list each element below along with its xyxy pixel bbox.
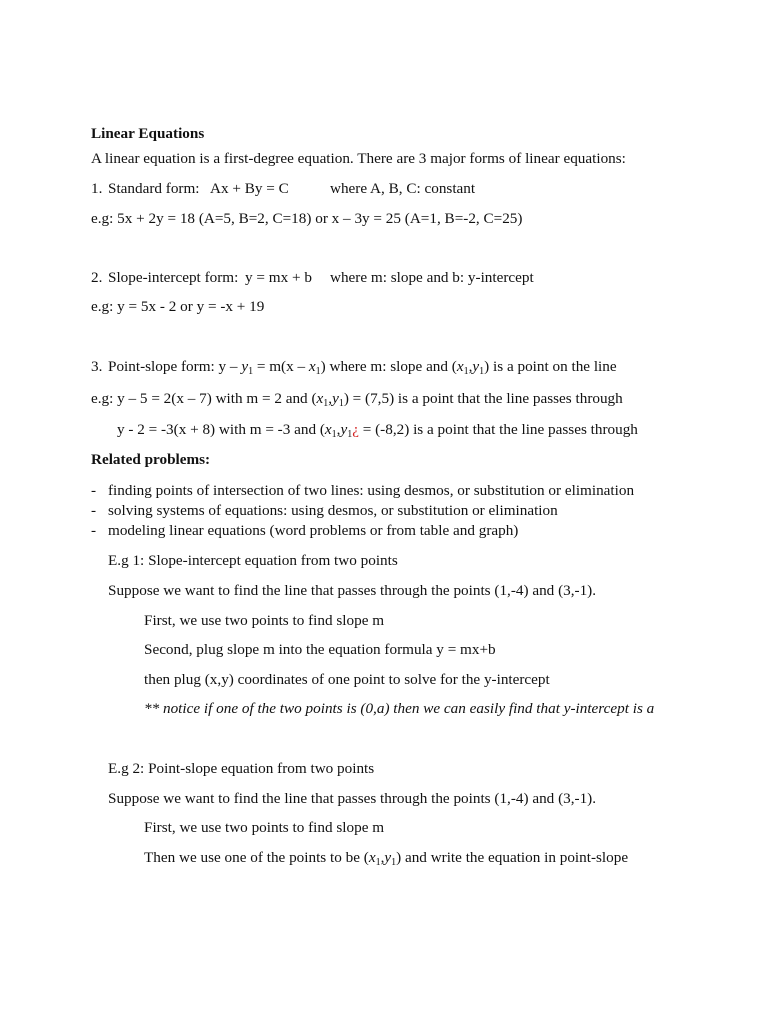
eg1-note: ** notice if one of the two points is (0,a) then we can easily find that y-intercept is a — [144, 700, 655, 717]
form1-formula: Ax + By = C — [210, 180, 289, 197]
comma: , — [468, 358, 473, 375]
form2-formula: y = mx + b — [245, 269, 312, 286]
eg2-step-2-suffix: ) and write the equation in point-slope — [396, 849, 629, 866]
eg2-step-2-prefix: Then we use one of the points to be ( — [144, 849, 369, 866]
var-x: x — [316, 390, 324, 407]
eg1-intro: Suppose we want to find the line that passes through the points (1,-4) and (3,-1). — [108, 582, 597, 599]
missing-glyph-mark: ¿ — [352, 421, 359, 438]
comma: , — [328, 390, 333, 407]
var-y: y — [472, 358, 480, 375]
var-x: x — [456, 358, 464, 375]
ex1-prefix: e.g: y – 5 = 2(x – 7) with m = 2 and ( — [91, 390, 317, 407]
var-y: y — [340, 421, 348, 438]
eg1-step-2: Second, plug slope m into the equation formula y = mx+b — [144, 641, 496, 658]
sub-1: 1 — [479, 366, 485, 377]
related-item: finding points of intersection of two lines: using desmos, or substitution or elimination — [108, 482, 635, 499]
form1-where: where A, B, C: constant — [330, 180, 476, 197]
sub-1: 1 — [338, 398, 344, 409]
ex1-suffix: ) = (7,5) is a point that the line passes through — [343, 390, 623, 407]
form3-example-2 — [117, 421, 638, 439]
var-y: y — [384, 849, 392, 866]
sub-1: 1 — [375, 857, 381, 868]
doc-title: Linear Equations — [91, 125, 205, 142]
intro-paragraph: A linear equation is a first-degree equation. There are 3 major forms of linear equations: — [91, 150, 626, 167]
related-heading: Related problems: — [91, 451, 211, 468]
sub-1: 1 — [463, 366, 469, 377]
form1-name: Standard form: — [108, 180, 200, 197]
eg1-title: E.g 1: Slope-intercept equation from two points — [108, 552, 398, 569]
sub-1: 1 — [391, 857, 397, 868]
eg2-title: E.g 2: Point-slope equation from two points — [108, 760, 375, 777]
sub-1: 1 — [323, 398, 329, 409]
var-x: x — [324, 421, 332, 438]
eg2-step-2 — [144, 849, 628, 867]
form3-suffix: where m: slope and ( — [325, 358, 457, 375]
form2-name: Slope-intercept form: — [108, 269, 239, 286]
related-bullet: - — [91, 522, 97, 539]
form3-example-1 — [91, 390, 623, 408]
eg2-intro: Suppose we want to find the line that passes through the points (1,-4) and (3,-1). — [108, 790, 597, 807]
sub-1: 1 — [331, 429, 337, 440]
sub-1: 1 — [347, 429, 353, 440]
eg1-step-1: First, we use two points to find slope m — [144, 612, 385, 629]
var-x: x — [308, 358, 316, 375]
ex2-prefix: y - 2 = -3(x + 8) with m = -3 and ( — [117, 421, 325, 438]
var-x: x — [368, 849, 376, 866]
form2-where: where m: slope and b: y-intercept — [330, 269, 534, 286]
form2-example: e.g: y = 5x - 2 or y = -x + 19 — [91, 298, 265, 315]
sub-1: 1 — [315, 366, 321, 377]
form2-number: 2. — [91, 269, 103, 286]
close-paren: ) — [320, 358, 326, 375]
comma: , — [380, 849, 385, 866]
related-bullet: - — [91, 482, 97, 499]
comma: , — [336, 421, 341, 438]
form3-tail: ) is a point on the line — [484, 358, 617, 375]
related-bullet: - — [91, 502, 97, 519]
eg1-step-3: then plug (x,y) coordinates of one point to solve for the y-intercept — [144, 671, 550, 688]
form3-number: 3. — [91, 358, 103, 375]
ex2-suffix: = (-8,2) is a point that the line passes through — [358, 421, 638, 438]
eg2-step-1: First, we use two points to find slope m — [144, 819, 385, 836]
related-item: solving systems of equations: using desmos, or substitution or elimination — [108, 502, 558, 519]
form1-example: e.g: 5x + 2y = 18 (A=5, B=2, C=18) or x – 3y = 25 (A=1, B=-2, C=25) — [91, 210, 523, 227]
sub-1: 1 — [248, 366, 254, 377]
form3-mid: = m(x – — [253, 358, 306, 375]
form3-prefix: Point-slope form: y – — [108, 358, 238, 375]
form1-number: 1. — [91, 180, 103, 197]
var-y: y — [332, 390, 339, 407]
var-y: y — [241, 358, 249, 375]
form3-definition — [108, 358, 617, 376]
related-item: modeling linear equations (word problems or from table and graph) — [108, 522, 519, 539]
